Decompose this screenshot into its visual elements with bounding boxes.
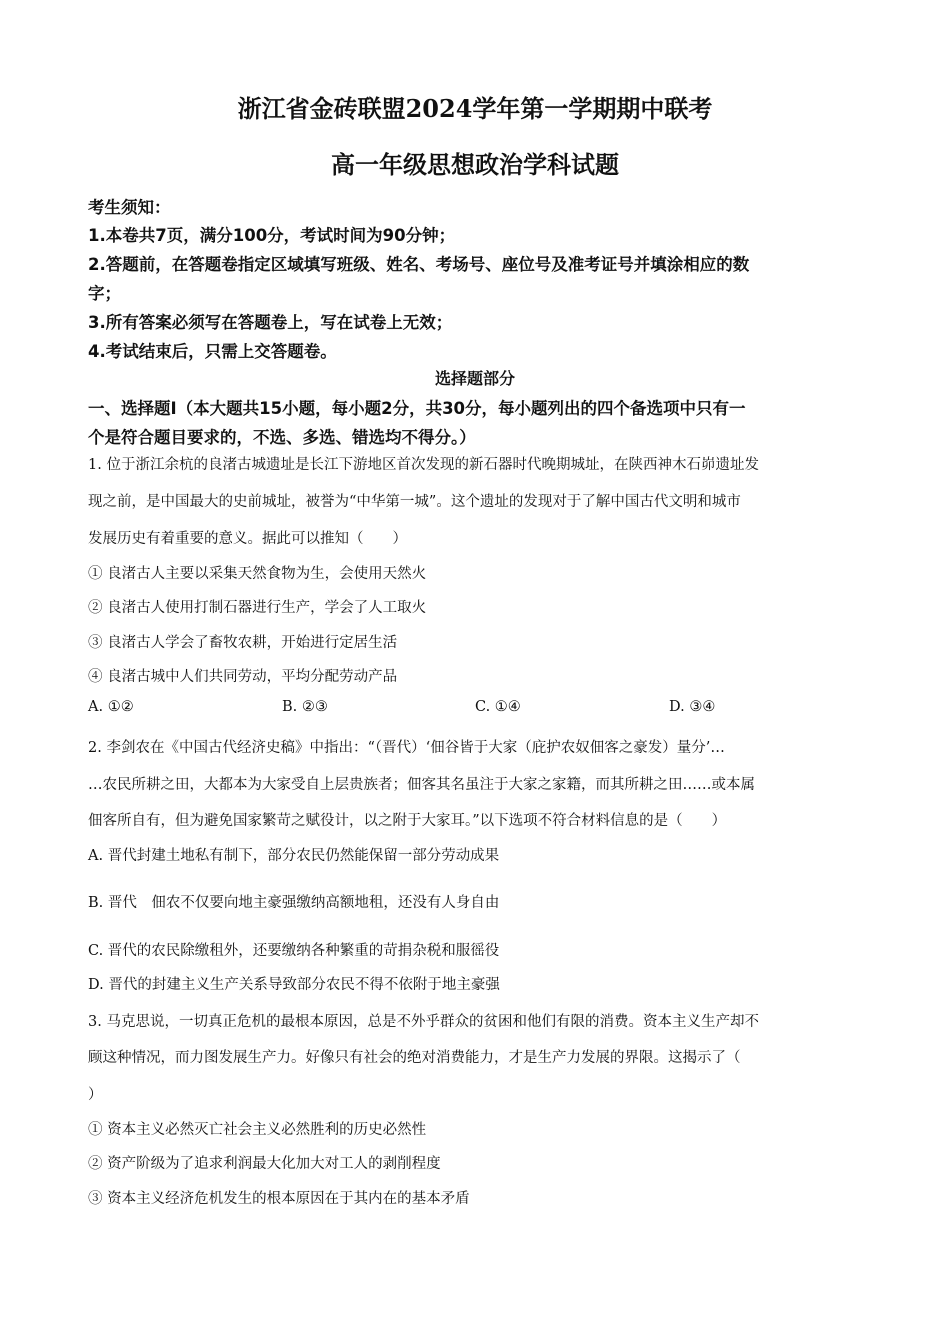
question-3-text: 3. 马克思说，一切真正危机的最根本原因，总是不外乎群众的贫困和他们有限的消费。资本主义生产却不 [88,1014,759,1030]
question-2-text: 佃客所自有，但为避免国家繁苛之赋役计，以之附于大家耳。”以下选项不符合材料信息的是（ ） [88,813,727,829]
notice-heading: 考生须知： [88,198,171,217]
question-2-option-c: C. 晋代的农民除缴租外，还要缴纳各种繁重的苛捐杂税和服徭役 [88,943,500,959]
question-1-choice-d: D. ③④ [669,699,716,715]
question-2-option-a: A. 晋代封建土地私有制下，部分农民仍然能保留一部分劳动成果 [88,848,500,864]
section-heading: 选择题部分 [434,369,515,388]
question-3-statement: ① 资本主义必然灭亡社会主义必然胜利的历史必然性 [88,1122,427,1138]
question-1-statement: ② 良渚古人使用打制石器进行生产，学会了人工取火 [88,600,427,616]
question-2-text: …农民所耕之田，大都本为大家受自上层贵族者；佃客其名虽注于大家之家籍，而其所耕之田……或本属 [88,777,755,793]
question-1-statement: ③ 良渚古人学会了畜牧农耕，开始进行定居生活 [88,635,398,651]
question-3-statement: ② 资产阶级为了追求利润最大化加大对工人的剥削程度 [88,1156,441,1172]
notice-item: 3.所有答案必须写在答题卷上，写在试卷上无效； [88,313,453,332]
question-1-statement: ① 良渚古人主要以采集天然食物为生，会使用天然火 [88,566,427,582]
question-1-text: 发展历史有着重要的意义。据此可以推知（ ） [88,531,407,547]
notice-item: 字； [88,284,121,303]
question-3-text: ） [88,1087,103,1103]
notice-item: 2.答题前，在答题卷指定区域填写班级、姓名、考场号、座位号及准考证号并填涂相应的数 [88,255,750,274]
question-2-option-d: D. 晋代的封建主义生产关系导致部分农民不得不依附于地主豪强 [88,977,500,993]
question-3-statement: ③ 资本主义经济危机发生的根本原因在于其内在的基本矛盾 [88,1191,470,1207]
exam-subtitle: 高一年级思想政治学科试题 [331,150,619,179]
question-2-text: 2. 李剑农在《中国古代经济史稿》中指出：“（晋代）‘佃谷皆于大家（庇护农奴佃客之豪发）量分’… [88,740,725,756]
question-1-choice-a: A. ①② [88,699,134,715]
notice-item: 1.本卷共7页，满分100分，考试时间为90分钟； [88,226,456,245]
question-1-choice-c: C. ①④ [475,699,521,715]
question-1-text: 1. 位于浙江余杭的良渚古城遗址是长江下游地区首次发现的新石器时代晚期城址，在陕西神木石峁遗址发 [88,457,759,473]
question-1-choice-b: B. ②③ [282,699,328,715]
question-1-statement: ④ 良渚古城中人们共同劳动，平均分配劳动产品 [88,669,398,685]
question-2-option-b: B. 晋代 佃农不仅要向地主豪强缴纳高额地租，还没有人身自由 [88,895,500,911]
question-3-text: 顾这种情况，而力图发展生产力。好像只有社会的绝对消费能力，才是生产力发展的界限。这揭示了（ [88,1050,741,1066]
question-1-text: 现之前，是中国最大的史前城址，被誉为“中华第一城”。这个遗址的发现对于了解中国古代文明和城市 [88,494,741,510]
part-title: 个是符合题目要求的，不选、多选、错选均不得分。） [88,428,476,447]
notice-item: 4.考试结束后，只需上交答题卷。 [88,342,337,361]
exam-title: 浙江省金砖联盟2024学年第一学期期中联考 [237,94,713,123]
part-title: 一、选择题Ⅰ（本大题共15小题，每小题2分，共30分，每小题列出的四个备选项中只有一 [88,399,746,418]
